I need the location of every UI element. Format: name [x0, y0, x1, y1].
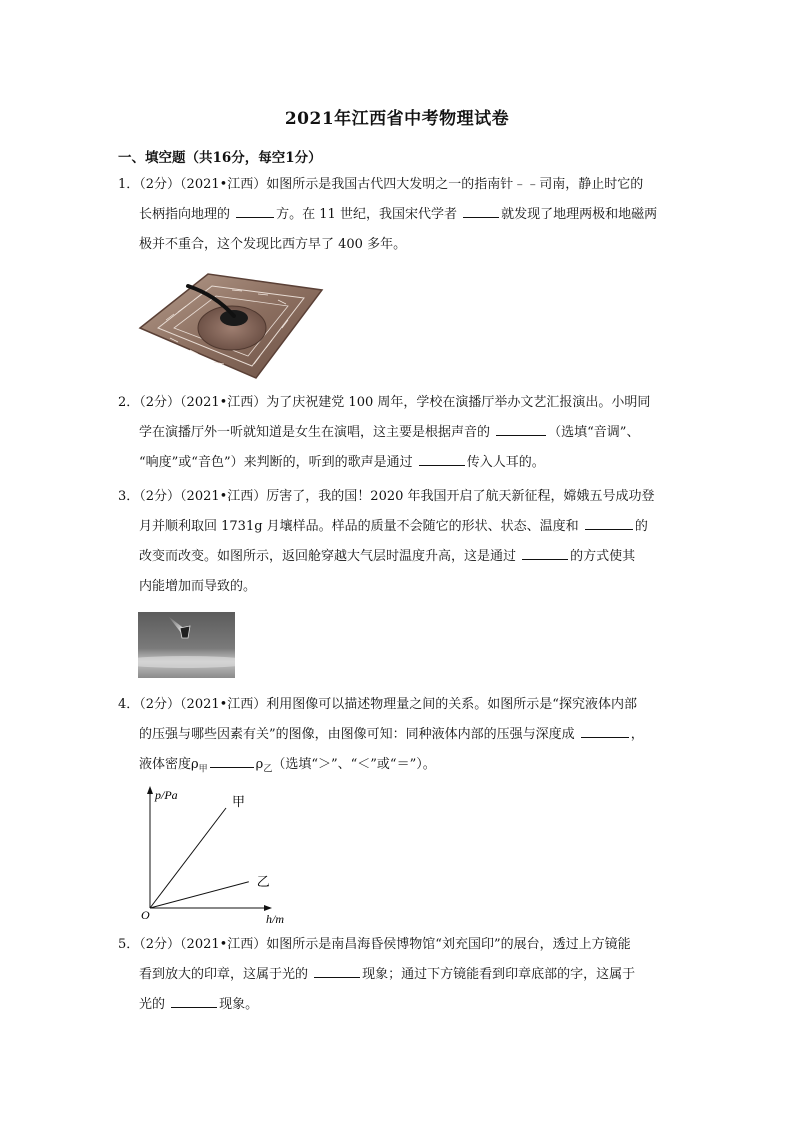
q3-blank-1[interactable] [585, 515, 633, 530]
compass-image [138, 268, 324, 380]
q5-blank-2[interactable] [171, 993, 217, 1008]
series-line-1 [150, 808, 226, 908]
q4-line-1: 4．（2分）（2021•江西）利用图像可以描述物理量之间的关系。如图所示是“探究液体内部 [118, 697, 637, 712]
origin-label: O [141, 908, 150, 922]
q1-blank-2[interactable] [463, 203, 499, 218]
q2-line-1: 2．（2分）（2021•江西）为了庆祝建党 100 周年，学校在演播厅举办文艺汇报演出。小明同 [118, 395, 651, 410]
series-line-2 [150, 882, 249, 908]
q4-line-2: 的压强与哪些因素有关”的图像，由图像可知：同种液体内部的压强与深度成 ， [118, 720, 678, 750]
q4-blank-1[interactable] [581, 723, 629, 738]
q3-line-1: 3．（2分）（2021•江西）厉害了，我的国！2020 年我国开启了航天新征程，嫦娥五号成功登 [118, 489, 655, 504]
y-axis-arrow [147, 786, 153, 794]
q1-line-1: 1．（2分）（2021•江西）如图所示是我国古代四大发明之一的指南针﹣﹣司南，静止时它的 [118, 177, 644, 192]
q5-line-2: 看到放大的印章，这属于光的 现象；通过下方镜能看到印章底部的字，这属于 [118, 960, 678, 990]
chart-svg [136, 784, 296, 926]
series-label-1: 甲 [232, 794, 246, 809]
q1-line-3: 极并不重合，这个发现比西方早了 400 多年。 [139, 237, 407, 252]
question-1 [118, 170, 678, 260]
q3-blank-2[interactable] [522, 545, 568, 560]
q4-blank-2[interactable] [210, 753, 254, 768]
section-heading: 一、填空题（共16分，每空1分） [118, 150, 322, 166]
x-axis-arrow [264, 905, 272, 911]
q5-blank-1[interactable] [314, 963, 360, 978]
page-title: 2021年江西省中考物理试卷 [284, 109, 510, 129]
q2-blank-2[interactable] [419, 451, 465, 466]
q2-line-3: “响度”或“音色”）来判断的，听到的歌声是通过 传入人耳的。 [118, 448, 678, 478]
capsule-image [138, 612, 235, 678]
q1-line-2: 长柄指向地理的 方。在 11 世纪，我国宋代学者 就发现了地理两极和地磁两 [118, 200, 678, 230]
series-label-2: 乙 [256, 873, 270, 889]
q1-blank-1[interactable] [236, 203, 274, 218]
question-4 [118, 690, 678, 785]
q3-line-4: 内能增加而导致的。 [139, 579, 257, 594]
q5-line-3: 光的 现象。 [118, 990, 678, 1020]
q2-blank-1[interactable] [496, 421, 546, 436]
pressure-depth-graph [136, 784, 296, 926]
q2-line-2: 学在演播厅外一听就知道是女生在演唱，这主要是根据声音的 （选填“音调”、 [118, 418, 678, 448]
q5-line-1: 5．（2分）（2021•江西）如图所示是南昌海昏侯博物馆“刘充国印”的展台，透过上方镜能 [118, 937, 631, 952]
q3-line-2: 月并顺利取回 1731g 月壤样品。样品的质量不会随它的形状、状态、温度和 的 [118, 512, 678, 542]
x-axis-label: h/m [266, 912, 284, 926]
y-axis-label: p/Pa [155, 788, 178, 802]
question-2 [118, 388, 678, 478]
q4-line-3: 液体密度$\rho_甲$ $\rho_乙$（选填“＞”、“＜”或“＝”）。 [118, 750, 678, 785]
question-3 [118, 482, 678, 602]
q3-line-3: 改变而改变。如图所示，返回舱穿越大气层时温度升高，这是通过 的方式使其 [118, 542, 678, 572]
question-5 [118, 930, 678, 1020]
